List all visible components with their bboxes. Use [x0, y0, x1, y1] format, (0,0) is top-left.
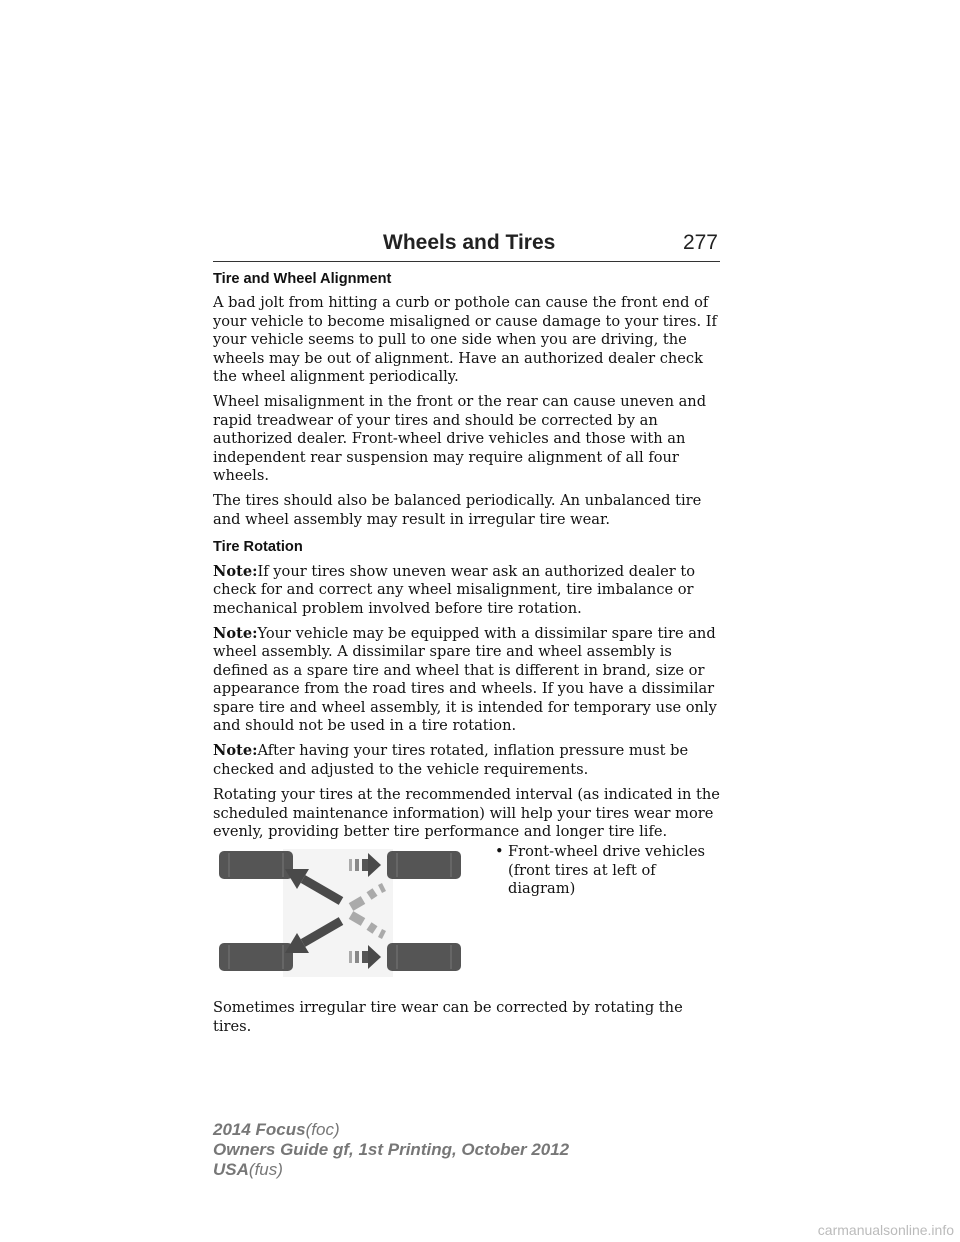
- section-title: Wheels and Tires: [383, 231, 556, 254]
- note-3-text: After having your tires rotated, inflation pressure must be checked and adjusted to the vehicle requirements.: [213, 742, 689, 778]
- rotation-figure-row: [213, 843, 725, 985]
- footer-model-line: [213, 1120, 569, 1140]
- tire-rotation-diagram: [213, 845, 475, 985]
- rotation-note-2: [213, 625, 725, 735]
- note-label: Note:: [213, 624, 258, 642]
- bullet-text: Front-wheel drive vehicles (front tires at left of diagram): [508, 843, 705, 898]
- alignment-heading: Tire and Wheel Alignment: [213, 271, 392, 287]
- page-footer: [213, 1120, 569, 1180]
- alignment-paragraph-2: Wheel misalignment in the front or the rear can cause uneven and rapid treadwear of your tires and should be corrected by an authorized dealer. Front-wheel drive vehicles and those with an independent rear suspension may require alignment of all four wheels.: [213, 393, 707, 485]
- rotation-heading: Tire Rotation: [213, 539, 303, 556]
- rear-right-tire-icon: [387, 943, 461, 971]
- front-right-tire-icon: [219, 943, 293, 971]
- rotation-paragraph-last: Sometimes irregular tire wear can be corrected by rotating the tires.: [213, 999, 683, 1035]
- note-1-text: If your tires show uneven wear ask an authorized dealer to check for and correct any wheel misalignment, tire imbalance or mechanical problem involved before tire rotation.: [213, 562, 695, 617]
- watermark: carmanualsonline.info: [817, 1222, 954, 1238]
- footer-market-code: (fus): [248, 1160, 283, 1179]
- footer-market: USA: [213, 1160, 249, 1179]
- page-header: [213, 227, 720, 262]
- bullet-item: [495, 843, 727, 898]
- note-label: Note:: [213, 562, 258, 580]
- rotation-paragraph-1: Rotating your tires at the recommended interval (as indicated in the scheduled maintenance information) will help your tires wear more evenly, providing better tire performance and longer tire life.: [213, 786, 720, 840]
- note-2-text: Your vehicle may be equipped with a dissimilar spare tire and wheel assembly. A dissimilar spare tire and wheel assembly is defined as a spare tire and wheel that is different in brand, size or appearance from the road tires and wheels. If you have a dissimilar spare tire and wheel assembly, it is intended for temporary use only and should not be used in a tire rotation.: [213, 624, 717, 734]
- note-label: Note:: [213, 742, 258, 760]
- alignment-paragraph-3: The tires should also be balanced periodically. An unbalanced tire and wheel assembly may result in irregular tire wear.: [213, 492, 702, 528]
- footer-guide-line: [213, 1140, 569, 1160]
- front-left-tire-icon: [219, 851, 293, 879]
- footer-model-code: (foc): [305, 1120, 340, 1139]
- footer-model: 2014 Focus: [213, 1120, 306, 1139]
- rotation-note-1: [213, 563, 725, 618]
- rotation-note-3: [213, 742, 725, 779]
- bullet-mark: •: [495, 843, 504, 861]
- footer-market-line: [213, 1160, 569, 1180]
- page-number: 277: [682, 231, 718, 254]
- rear-left-tire-icon: [387, 851, 461, 879]
- footer-guide: Owners Guide gf, 1st Printing, October 2012: [213, 1140, 570, 1159]
- alignment-paragraph-1: A bad jolt from hitting a curb or pothole can cause the front end of your vehicle to become misaligned or cause damage to your tires. If your vehicle seems to pull to one side when you are driving, the wheels may be out of alignment. Have an authorized dealer check the wheel alignment periodically.: [213, 294, 717, 386]
- page-content: [213, 270, 725, 1043]
